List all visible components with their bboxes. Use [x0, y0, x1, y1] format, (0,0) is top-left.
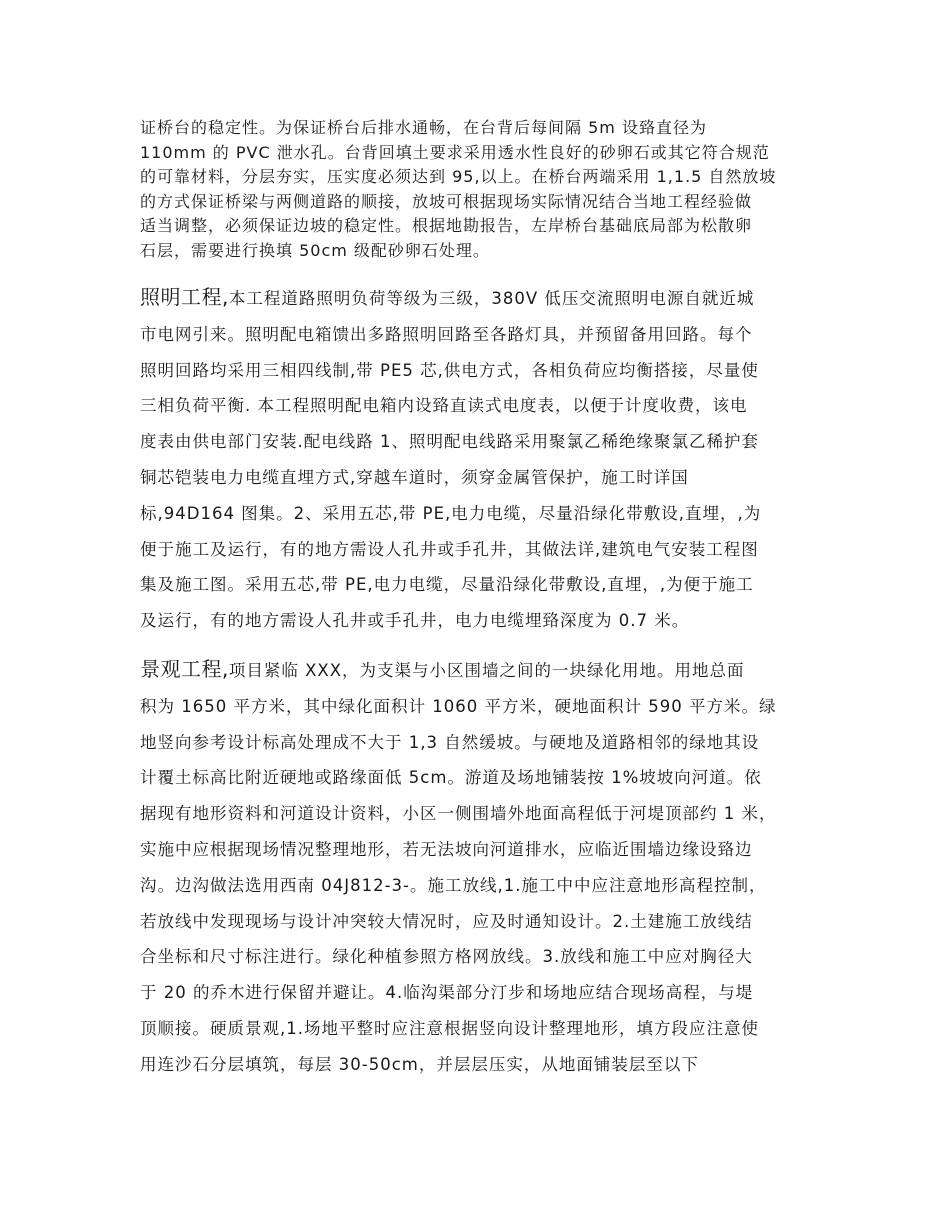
text-line: 实施中应根据现场情况整理地形，若无法坡向河道排水，应临近围墙边缘设臵边	[140, 839, 753, 859]
text-line-content: 项目紧临 XXX，为支渠与小区围墙之间的一块绿化用地。用地总面	[228, 660, 745, 680]
text-line: 度表由供电部门安装.配电线路 1、照明配电线路采用聚氯乙稀绝缘聚氯乙稀护套	[140, 432, 759, 452]
text-line: 的方式保证桥梁与两侧道路的顺接，放坡可根据现场实际情况结合当地工程经验做	[140, 191, 753, 211]
paragraph-lighting-engineering	[140, 280, 820, 639]
text-line: 适当调整，必须保证边坡的稳定性。根据地勘报告，左岸桥台基础底局部为松散卵	[140, 216, 753, 235]
text-line: 标,94D164 图集。2、采用五芯,带 PE,电力电缆，尽量沿绿化带敷设,直埋，,为	[140, 503, 762, 523]
document-page	[140, 116, 820, 1083]
section-heading-landscape: 景观工程,	[140, 656, 229, 681]
text-line: 计覆土标高比附近硬地或路缘面低 5cm。游道及场地铺装按 1%坡坡向河道。依	[140, 768, 762, 788]
text-line: 顶顺接。硬质景观,1.场地平整时应注意根据竖向设计整理地形，填方段应注意使	[140, 1018, 759, 1038]
text-line: 证桥台的稳定性。为保证桥台后排水通畅，在台背后每间隔 5m 设臵直径为	[140, 118, 707, 137]
text-line-content: 本工程道路照明负荷等级为三级，380V 低压交流照明电源自就近城	[228, 289, 755, 308]
text-line: 积为 1650 平方米，其中绿化面积计 1060 平方米，硬地面积计 590 平方米。绿	[140, 696, 777, 716]
text-line: 沟。边沟做法选用西南 04J812-3-。施工放线,1.施工中中应注意地形高程控制，	[140, 875, 767, 895]
text-line: 便于施工及运行，有的地方需设人孔井或手孔井，其做法详,建筑电气安装工程图	[140, 539, 759, 559]
text-line: 市电网引来。照明配电箱馈出多路照明回路至各路灯具，并预留备用回路。每个	[140, 324, 753, 344]
text-line: 合坐标和尺寸标注进行。绿化种植参照方格网放线。3.放线和施工中应对胸径大	[140, 947, 753, 967]
text-line	[140, 280, 820, 317]
text-line: 于 20 的乔木进行保留并避让。4.临沟渠部分汀步和场地应结合现场高程，与堤	[140, 983, 754, 1003]
text-line	[140, 652, 820, 689]
text-line: 据现有地形资料和河道设计资料，小区一侧围墙外地面高程低于河堤顶部约 1 米，	[140, 804, 777, 824]
text-line: 及运行，有的地方需设人孔井或手孔井，电力电缆埋臵深度为 0.7 米。	[140, 611, 690, 631]
paragraph-landscape-engineering	[140, 652, 820, 1083]
text-line: 石层，需要进行换填 50cm 级配砂卵石处理。	[140, 240, 490, 260]
text-line: 三相负荷平衡. 本工程照明配电箱内设臵直读式电度表，以便于计度收费，该电	[140, 396, 748, 416]
text-line: 铜芯铠装电力电缆直埋方式,穿越车道时，须穿金属管保护，施工时详国	[140, 467, 689, 487]
text-line: 的可靠材料，分层夯实，压实度必须达到 95,以上。在桥台两端采用 1,1.5 自然放坡	[140, 167, 777, 186]
text-line: 若放线中发现现场与设计冲突较大情况时，应及时通知设计。2.土建施工放线结	[140, 911, 753, 931]
text-line: 集及施工图。采用五芯,带 PE,电力电缆，尽量沿绿化带敷设,直埋，,为便于施工	[140, 575, 754, 595]
text-line: 110mm 的 PVC 泄水孔。台背回填土要求采用透水性良好的砂卵石或其它符合规范	[140, 142, 770, 162]
section-heading-lighting: 照明工程,	[140, 285, 229, 309]
text-line: 地竖向参考设计标高处理成不大于 1,3 自然缓坡。与硬地及道路相邻的绿地其设	[140, 732, 760, 752]
text-line: 用连沙石分层填筑，每层 30-50cm，并层层压实，从地面铺装层至以下	[140, 1054, 699, 1074]
text-line: 照明回路均采用三相四线制,带 PE5 芯,供电方式，各相负荷应均衡搭接，尽量使	[140, 360, 759, 380]
paragraph-bridge-abutment	[140, 116, 820, 263]
